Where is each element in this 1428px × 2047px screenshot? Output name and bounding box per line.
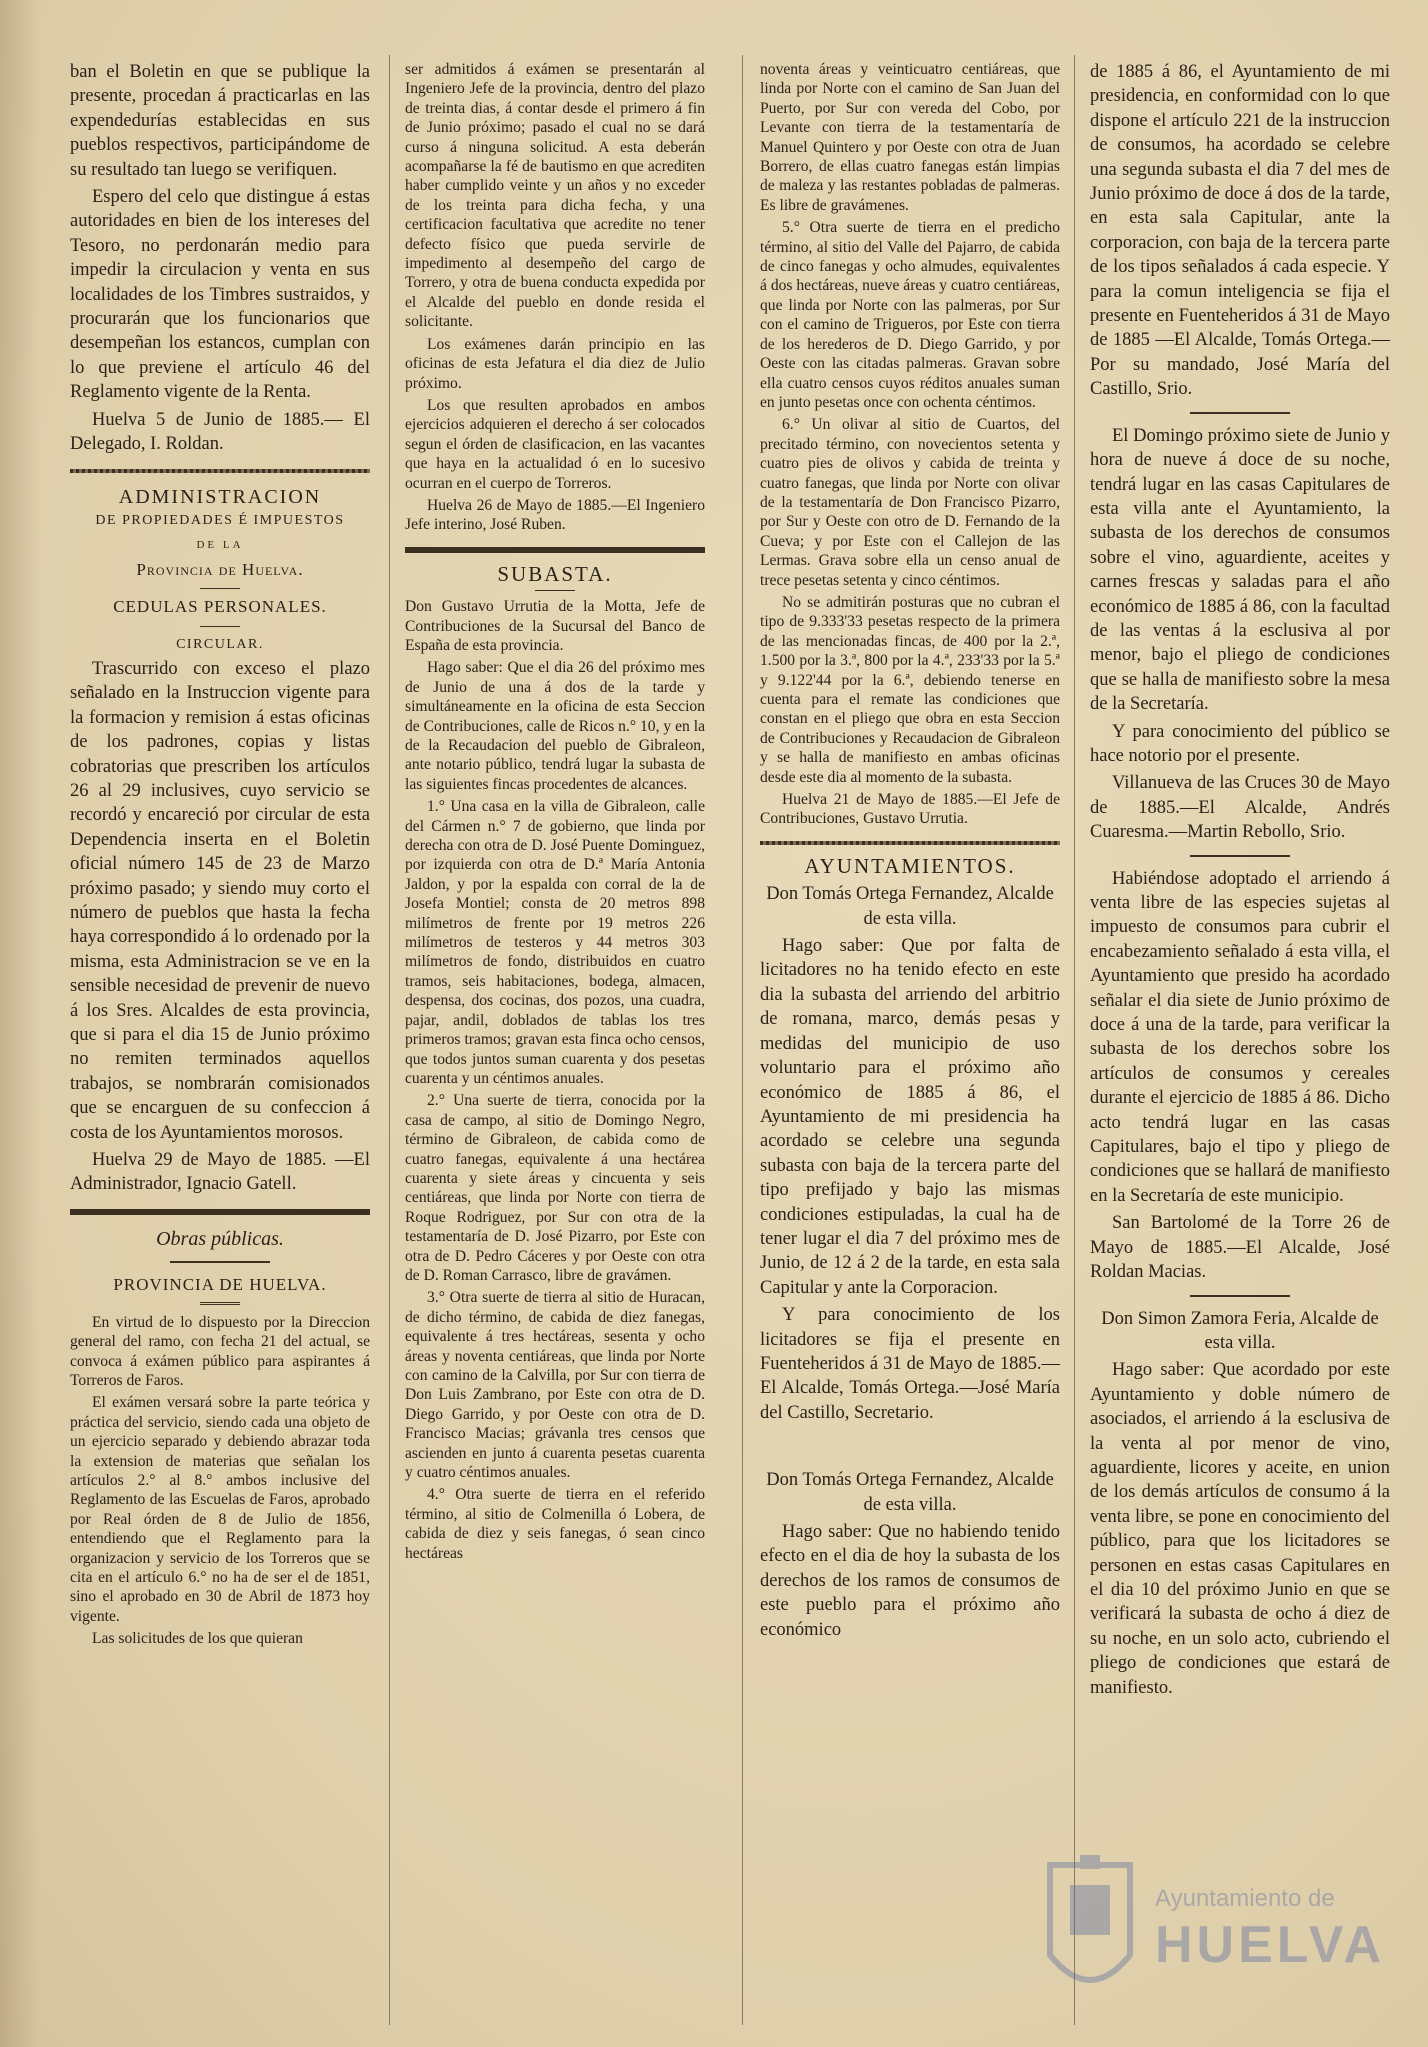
- divider: [1190, 412, 1290, 414]
- watermark: [1040, 1845, 1400, 2035]
- paragraph: ser admitidos á exámen se presentarán al Ingeniero Jefe de la provincia, dentro del plazo de treinta dias, á contar desde el primero á fin de Junio próximo; pasado el cual no se dará curso á ninguna solicitud. A esta deberán acompañarse la fé de bautismo en que acrediten haber cumplido veinte y un años y no exceder de los treinta para dicha fecha, y una certificacion facultativa que acredite no tener defecto físico que pueda servirle de impedimento al desempeño del cargo de Torrero, y otra de buena conducta expedida por el Alcalde del pueblo en donde resida el solicitante.: [405, 61, 705, 331]
- paragraph: Don Tomás Ortega Fernandez, Alcalde de esta villa.: [766, 884, 1054, 929]
- paragraph: Y para conocimiento de los licitadores se fija el presente en Fuenteheridos á 31 de Mayo de 1885.—El Alcalde, Tomás Ortega.—José María del Castillo, Secretario.: [760, 1305, 1060, 1423]
- paragraph: Las solicitudes de los que quieran: [92, 1630, 303, 1648]
- section-subtitle: Provincia de Huelva.: [136, 559, 304, 579]
- paragraph: Y para conocimiento del público se hace notorio por el presente.: [1090, 721, 1390, 766]
- city-crest-icon: [1040, 1845, 1140, 2015]
- paragraph: Trascurrido con exceso el plazo señalado en la Instruccion vigente para la formacion y remision á estas oficinas de los padrones, copias y listas cobratorias que prescriben los artículos 26 al 29 inclusives, cuyo servicio se recordó y encareció por circular de esta Dependencia inserta en el Boletin oficial número 145 de 23 de Marzo próximo pasado; y siendo muy corto el número de pueblos que hasta la fecha haya correspondido á lo ordenado por la misma, esta Administracion se ve en la sensible necesidad de prevenir de nuevo á los Sres. Alcaldes de esta provincia, que si para el dia 15 de Junio próximo no remiten terminados aquellos trabajos, se nombrarán comisionados que se encarguen de su confeccion á costa de los Ayuntamientos morosos.: [70, 658, 370, 1143]
- divider: [200, 626, 240, 627]
- section-divider: [70, 1209, 370, 1215]
- paragraph: ban el Boletin en que se publique la presente, procedan á practicarlas en las expendedurías establecidas en sus pueblos respectivos, participándome de su resultado tan luego se verifiquen.: [70, 62, 370, 180]
- divider: [535, 590, 575, 591]
- column-2: [405, 60, 705, 1566]
- section-divider: [405, 547, 705, 553]
- section-title: ADMINISTRACION: [118, 485, 322, 508]
- column-4: [1090, 60, 1390, 1703]
- paragraph: Don Tomás Ortega Fernandez, Alcalde de esta villa.: [766, 1470, 1054, 1515]
- paragraph: Hago saber: Que el dia 26 del próximo mes de Junio de una á dos de la tarde y simultáneamente en la oficina de esta Seccion de Contribuciones, calle de Ricos n.° 10, y en la de la Recaudacion del pueblo de Gibraleon, ante notario público, tendrá lugar la subasta de las siguientes fincas procedentes de alcances.: [405, 659, 705, 793]
- paragraph: El exámen versará sobre la parte teórica y práctica del servicio, siendo cada una objeto de un ejercicio separado y debiendo abrazar toda la extension de materias que señalan los artículos 2.° al 8.° ambos inclusive del Reglamento de las Escuelas de Faros, aprobado por Real órden de 8 de Julio de 1856, entendiendo que el Reglamento para la organizacion y servicio de los Torreros que se cita en el artículo 6.° no ha de ser el de 1851, sino el aprobado en 30 de Abril de 1873 hoy vigente.: [70, 1394, 370, 1625]
- signature: San Bartolomé de la Torre 26 de Mayo de 1885.—El Alcalde, José Roldan Macias.: [1090, 1213, 1390, 1283]
- watermark-text: Ayuntamiento de: [1155, 1885, 1335, 1912]
- paragraph: Habiéndose adoptado el arriendo á venta libre de las especies sujetas al impuesto de consumos para cubrir el encabezamiento señalado á esta villa, el Ayuntamiento que presido ha acordado señalar el dia siete de Junio próximo de doce á una de la tarde, para verificar la subasta de los derechos sobre los artículos de consumos y cereales durante el ejercicio de 1885 á 86. Dicho acto tendrá lugar en las casas Capitulares, bajo el tipo y pliego de condiciones que se hallará de manifiesto en la Secretaría de este municipio.: [1090, 868, 1390, 1206]
- column-rule: [1074, 55, 1075, 2025]
- paragraph: Don Simon Zamora Feria, Alcalde de esta villa.: [1101, 1308, 1379, 1353]
- section-title: Obras públicas.: [156, 1227, 284, 1250]
- paragraph: noventa áreas y veinticuatro centiáreas, que linda por Norte con el camino de San Juan del Puerto, por Sur con vereda del Cobo, por Levante con tierra de la testamentaría de Manuel Quintero y por Oeste con otra de Juan Borrero, de ellas cuatro fanegas están limpias de maleza y las restantes pobladas de palmeras. Es libre de gravámenes.: [760, 61, 1060, 214]
- divider: [1190, 855, 1290, 857]
- column-1: [70, 60, 370, 1652]
- signature: Huelva 5 de Junio de 1885.— El Delegado, I. Roldan.: [70, 409, 370, 455]
- paragraph: En virtud de lo dispuesto por la Direccion general del ramo, con fecha 21 del actual, se convoca á exámen público para aspirantes á Torreros de Faros.: [70, 1313, 370, 1389]
- divider: [200, 1302, 240, 1305]
- divider: [200, 588, 240, 589]
- paragraph: 1.° Una casa en la villa de Gibraleon, calle del Cármen n.° 7 de gobierno, que linda por derecha con otra de D. José Puente Dominguez, por izquierda con otra de D.ª María Antonia Jaldon, y por la espalda con corral de la de Josefa Montiel; consta de 20 metros 898 milímetros de frente por 19 metros 226 milímetros de testeros y 44 metros 303 milímetros de fondo, distribuidos en cuatro tramos, seis habitaciones, bodega, almacen, despensa, dos cocinas, dos pozos, una cuadra, pajar, andil, doblados de tablas los tres primeros tramos; gravan esta finca ocho censos, que todos juntos suman cuarenta y dos pesetas cuarenta y un céntimos anuales.: [405, 798, 705, 1087]
- column-3: [760, 60, 1060, 1645]
- divider: [1190, 1295, 1290, 1297]
- signature: Villanueva de las Cruces 30 de Mayo de 1885.—El Alcalde, Andrés Cuaresma.—Martin Rebollo, Srio.: [1090, 773, 1390, 843]
- section-divider: [70, 469, 370, 473]
- paragraph: 6.° Un olivar al sitio de Cuartos, del precitado término, con novecientos setenta y cuatro pies de olivos y cabida de treinta y cuatro fanegas, que linda por Norte con olivar de la testamentaría de Don Francisco Pizarro, por Sur y Oeste con otro de D. Fernando de la Cueva; y por Este con el Callejon de las Lermas. Grava sobre ella un censo anual de trece pesetas setenta y cinco céntimos.: [760, 416, 1060, 589]
- paragraph: de 1885 á 86, el Ayuntamiento de mi presidencia, en conformidad con lo que dispone el artículo 221 de la instruccion de consumos, ha acordado se celebre una segunda subasta el dia 7 del mes de Junio próximo de doce á dos de la tarde, en esta sala Capitular, ante la corporacion, con baja de la tercera parte de los tipos señalados á cada especie. Y para la comun inteligencia se fija el presente en Fuenteheridos á 31 de Mayo de 1885 —El Alcalde, Tomás Ortega.—Por su mandado, José María del Castillo, Srio.: [1090, 62, 1390, 400]
- signature: Huelva 21 de Mayo de 1885.—El Jefe de Contribuciones, Gustavo Urrutia.: [760, 791, 1060, 828]
- paragraph: Los exámenes darán principio en las oficinas de esta Jefatura el dia diez de Julio próximo.: [405, 335, 705, 392]
- section-title: SUBASTA.: [497, 561, 613, 586]
- page-edge-shadow: [0, 0, 40, 2047]
- watermark-text: HUELVA: [1155, 1916, 1386, 1974]
- spacer: [760, 1428, 1060, 1468]
- section-title: AYUNTAMIENTOS.: [804, 853, 1016, 878]
- section-subtitle: DE PROPIEDADES É IMPUESTOS: [95, 512, 345, 528]
- paragraph: 5.° Otra suerte de tierra en el predicho término, al sitio del Valle del Pajarro, de cabida de cinco fanegas y ocho almudes, equivalentes á dos hectáreas, nueve áreas y cuatro centiáreas, que linda por Norte con las palmeras, por Sur con el camino de Trigueros, por Este con tierra de los herederos de D. Diego Garrido, y por Oeste con las citadas palmeras. Gravan sobre ella cuatro censos cuyos réditos anuales suman en junto pesetas once con ochenta céntimos.: [760, 219, 1061, 411]
- subsection-title: PROVINCIA DE HUELVA.: [113, 1275, 327, 1295]
- paragraph: 4.° Otra suerte de tierra en el referido término, al sitio de Colmenilla ó Lobera, de cabida de diez y seis fanegas, ó sean cinco hectáreas: [405, 1486, 705, 1562]
- paragraph: No se admitirán posturas que no cubran el tipo de 9.333'33 pesetas respecto de la primera de las mencionadas fincas, de 400 por la 2.ª, 1.500 por la 3.ª, 800 por la 4.ª, 233'33 por la 5.ª y 9.122'44 por la 6.ª, debiendo tenerse en cuenta para el remate las condiciones que constan en el pliego que obra en esta Seccion de Contribuciones y Recaudacion de Gibraleon y se halla de manifiesto en ambas oficinas desde este dia al momento de la subasta.: [760, 593, 1060, 786]
- paragraph: 3.° Otra suerte de tierra al sitio de Huracan, de dicho término, de cabida de diez fanegas, equivalente á tres hectáreas, sesenta y ocho áreas y noventa centiáreas, que linda por Norte con camino de la Calvilla, por Sur con tierra de Don Luis Zambrano, por Este con otra de D. Diego Garrido, y por Oeste con otra de D. Francisco Macias; grávanla tres censos que ascienden en junto á cuarenta pesetas cuarenta y cuatro céntimos anuales.: [405, 1289, 705, 1482]
- paragraph: Los que resulten aprobados en ambos ejercicios adquieren el derecho á ser colocados segun el órden de clasificacion, en las vacantes que haya en la actualidad ó en lo sucesivo ocurran en el cuerpo de Torreros.: [405, 396, 705, 492]
- subsection-title: CEDULAS PERSONALES.: [113, 597, 327, 617]
- column-rule: [742, 55, 743, 2025]
- section-divider: [760, 841, 1060, 845]
- subsection-title: CIRCULAR.: [176, 636, 264, 652]
- paragraph: Hago saber: Que acordado por este Ayuntamiento y doble número de asociados, el arriendo á la esclusiva de la venta al por menor de vino, aguardiente, licores y aceite, en union de los demás artículos de consumo á la venta libre, se pone en conocimiento del público, para que los licitadores se personen en estas casas Capitulares en el dia 10 del próximo Junio en que se verificará la subasta de ocho á diez de su noche, en un solo acto, cubriendo el pliego de condiciones que estará de manifiesto.: [1090, 1360, 1390, 1698]
- signature: Huelva 26 de Mayo de 1885.—El Ingeniero Jefe interino, José Ruben.: [405, 496, 705, 534]
- paragraph: 2.° Una suerte de tierra, conocida por la casa de campo, al sitio de Domingo Negro, término de Gibraleon, de cabida como de cuatro fanegas, equivalente á una hectárea cuarenta y siete áreas y cincuenta y seis centiáreas, que linda por Norte con tierra de Roque Rodriguez, por Sur con otra de la testamentaría de D. José Pizarro, por Este con otra de D. Pedro Cáceres y por Oeste con otra de D. Roman Carrasco, libre de gravámen.: [405, 1092, 705, 1284]
- divider: [170, 1261, 270, 1263]
- paragraph: El Domingo próximo siete de Junio y hora de nueve á doce de su noche, tendrá lugar en las casas Capitulares de esta villa ante el Ayuntamiento, la subasta de los derechos de consumos sobre el vino, aguardiente, aceites y carnes frescas y saladas para el año económico de 1885 á 86, con la facultad de las ventas á la esclusiva al por menor, bajo el pliego de condiciones que se halla de manifiesto sobre la mesa de la Secretaría.: [1090, 425, 1390, 715]
- paragraph: Hago saber: Que no habiendo tenido efecto en el dia de hoy la subasta de los derechos de los ramos de consumos de este pueblo para el próximo año económico: [760, 1522, 1060, 1640]
- section-subtitle: DE LA: [196, 539, 244, 552]
- paragraph: Espero del celo que distingue á estas autoridades en bien de los intereses del Tesoro, no perdonarán medio para impedir la circulacion y venta en sus localidades de los Timbres sustraidos, y procurarán que los funcionarios que desempeñan los estancos, cumplan con lo que previene el artículo 46 del Reglamento vigente de la Renta.: [70, 187, 370, 403]
- paragraph: Don Gustavo Urrutia de la Motta, Jefe de Contribuciones de la Sucursal del Banco de España de esta provincia.: [405, 598, 705, 654]
- column-rule: [389, 55, 390, 2025]
- paragraph: Hago saber: Que por falta de licitadores no ha tenido efecto en este dia la subasta del arriendo del arbitrio de romana, marco, demás pesas y medidas del municipio de uso voluntario para el próximo año económico de 1885 á 86, el Ayuntamiento de mi presidencia ha acordado se celebre una segunda subasta con baja de la tercera parte del tipo prefijado y bajo las mismas condiciones estipuladas, la cual ha de tener lugar el dia 7 del próximo mes de Junio, de 12 á 2 de la tarde, en esta sala Capitular y ante la Corporacion.: [760, 936, 1060, 1298]
- signature: Huelva 29 de Mayo de 1885. —El Administrador, Ignacio Gatell.: [70, 1150, 370, 1195]
